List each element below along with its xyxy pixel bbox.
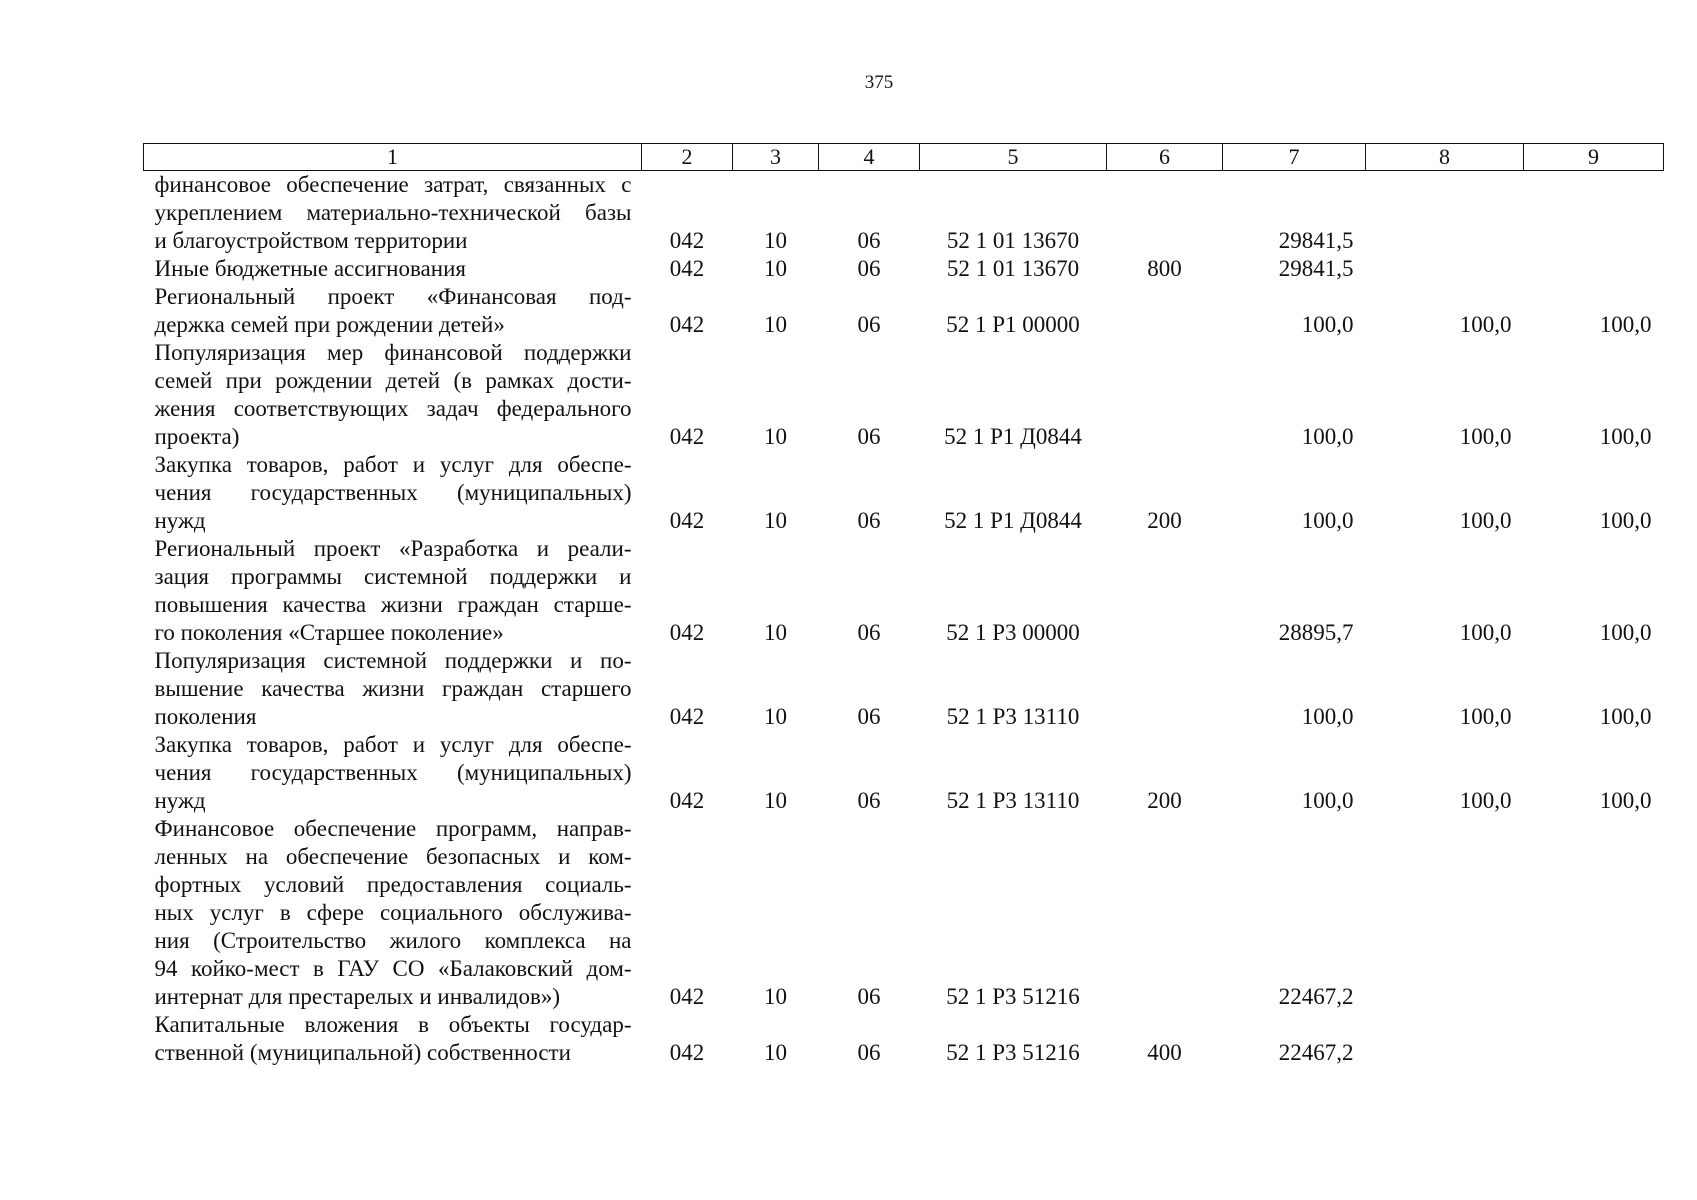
code-ministry-cell: 042 <box>669 620 705 645</box>
column-header-2: 2 <box>642 144 733 171</box>
amount-col8-cell <box>1366 1011 1524 1067</box>
target-article-cell: 52 1 P1 Д0844 <box>944 508 1082 533</box>
expense-type-cell <box>1107 171 1223 256</box>
column-header-1: 1 <box>144 144 642 171</box>
section-cell: 10 <box>764 788 787 813</box>
amount-col7-cell: 28895,7 <box>1278 620 1354 645</box>
item-name-line: нужд <box>154 508 206 533</box>
amount-col9-cell: 100,0 <box>1599 508 1652 533</box>
item-name-line: Закупка товаров, работ и услуг для обеспе- <box>154 732 632 757</box>
item-name-line: Капитальные вложения в объекты государ- <box>154 1012 632 1037</box>
amount-col9-cell: 100,0 <box>1599 620 1652 645</box>
subsection-cell: 06 <box>857 704 881 729</box>
item-name-line: го поколения «Старшее поколение» <box>154 620 504 645</box>
table-row <box>144 1011 1664 1067</box>
item-name-cell <box>144 339 642 451</box>
code-ministry-cell: 042 <box>669 788 705 813</box>
column-header-6: 6 <box>1107 144 1223 171</box>
expense-type-cell: 200 <box>1147 788 1182 813</box>
item-name-line: ных услуг в сфере социального обслужива- <box>154 900 632 925</box>
item-name-line: ния (Строительство жилого комплекса на <box>154 928 632 953</box>
section-cell: 10 <box>764 508 787 533</box>
code-ministry-cell: 042 <box>669 312 705 337</box>
item-name-line: проекта) <box>154 424 240 449</box>
target-article-cell: 52 1 P1 00000 <box>946 312 1080 337</box>
item-name-line: вышение качества жизни граждан старшего <box>154 676 632 701</box>
table-row <box>144 731 1664 815</box>
item-name-line: зация программы системной поддержки и <box>154 564 632 589</box>
amount-col7-cell: 100,0 <box>1301 312 1354 337</box>
expense-type-cell <box>1107 339 1223 451</box>
page-number: 375 <box>864 72 894 93</box>
item-name-line: жения соответствующих задач федерального <box>154 396 632 421</box>
code-ministry-cell: 042 <box>669 228 705 253</box>
code-ministry-cell: 042 <box>669 1040 705 1065</box>
amount-col8-cell: 100,0 <box>1459 312 1512 337</box>
item-name-line: 94 койко-мест в ГАУ СО «Балаковский дом- <box>154 956 632 981</box>
item-name-line: интернат для престарелых и инвалидов») <box>154 984 560 1009</box>
subsection-cell: 06 <box>857 620 881 645</box>
item-name-cell <box>144 535 642 647</box>
target-article-cell: 52 1 P3 51216 <box>946 984 1080 1009</box>
amount-col9-cell <box>1524 1011 1664 1067</box>
expense-type-cell: 800 <box>1147 256 1182 281</box>
section-cell: 10 <box>764 620 787 645</box>
section-cell: 10 <box>764 256 787 281</box>
item-name-line: чения государственных (муниципальных) <box>154 760 632 785</box>
expense-type-cell <box>1107 535 1223 647</box>
amount-col7-cell: 100,0 <box>1301 508 1354 533</box>
code-ministry-cell: 042 <box>669 704 705 729</box>
section-cell: 10 <box>764 424 787 449</box>
table-row <box>144 451 1664 535</box>
amount-col9-cell: 100,0 <box>1599 312 1652 337</box>
amount-col9-cell <box>1524 815 1664 1011</box>
section-cell: 10 <box>764 704 787 729</box>
section-cell: 10 <box>764 1040 787 1065</box>
table-body <box>144 171 1664 1068</box>
column-header-7: 7 <box>1223 144 1366 171</box>
expense-type-cell: 200 <box>1147 508 1182 533</box>
amount-col9-cell: 100,0 <box>1599 788 1652 813</box>
item-name-line: повышения качества жизни граждан старше- <box>154 592 632 617</box>
expense-type-cell: 400 <box>1147 1040 1182 1065</box>
item-name-cell <box>144 1011 642 1067</box>
target-article-cell: 52 1 P3 13110 <box>946 788 1080 813</box>
item-name-line: поколения <box>154 704 257 729</box>
item-name-cell <box>144 647 642 731</box>
item-name-line: Региональный проект «Финансовая под- <box>154 284 632 309</box>
target-article-cell: 52 1 01 13670 <box>946 256 1080 281</box>
table-row <box>144 283 1664 339</box>
subsection-cell: 06 <box>857 1040 881 1065</box>
target-article-cell: 52 1 P3 13110 <box>946 704 1080 729</box>
table-row <box>144 255 1664 283</box>
amount-col8-cell: 100,0 <box>1459 704 1512 729</box>
amount-col8-cell: 100,0 <box>1459 620 1512 645</box>
item-name-line: Иные бюджетные ассигнования <box>154 256 466 281</box>
budget-table-container <box>143 143 1663 1067</box>
item-name-cell <box>144 451 642 535</box>
subsection-cell: 06 <box>857 508 881 533</box>
column-header-5: 5 <box>920 144 1107 171</box>
expense-type-cell <box>1107 647 1223 731</box>
amount-col7-cell: 100,0 <box>1301 424 1354 449</box>
amount-col7-cell: 22467,2 <box>1278 1040 1354 1065</box>
table-row <box>144 815 1664 1011</box>
amount-col8-cell <box>1366 171 1524 256</box>
amount-col9-cell <box>1524 171 1664 256</box>
item-name-cell <box>144 171 642 256</box>
budget-table <box>143 143 1664 1067</box>
amount-col7-cell: 29841,5 <box>1278 256 1354 281</box>
item-name-line: нужд <box>154 788 206 813</box>
code-ministry-cell: 042 <box>669 424 705 449</box>
target-article-cell: 52 1 P1 Д0844 <box>944 424 1082 449</box>
item-name-line: Региональный проект «Разработка и реали- <box>154 536 632 561</box>
item-name-cell <box>144 815 642 1011</box>
item-name-line: Финансовое обеспечение программ, направ- <box>154 816 632 841</box>
item-name-cell <box>144 731 642 815</box>
amount-col7-cell: 100,0 <box>1301 704 1354 729</box>
amount-col8-cell <box>1366 255 1524 283</box>
amount-col9-cell: 100,0 <box>1599 704 1652 729</box>
item-name-line: Популяризация системной поддержки и по- <box>154 648 632 673</box>
item-name-line: семей при рождении детей (в рамках дости- <box>154 368 632 393</box>
amount-col7-cell: 29841,5 <box>1278 228 1354 253</box>
header-row <box>144 144 1664 171</box>
item-name-line: ленных на обеспечение безопасных и ком- <box>154 844 632 869</box>
target-article-cell: 52 1 P3 51216 <box>946 1040 1080 1065</box>
item-name-line: Популяризация мер финансовой поддержки <box>154 340 632 365</box>
table-row <box>144 647 1664 731</box>
subsection-cell: 06 <box>857 228 881 253</box>
column-header-3: 3 <box>733 144 819 171</box>
section-cell: 10 <box>764 984 787 1009</box>
subsection-cell: 06 <box>857 256 881 281</box>
subsection-cell: 06 <box>857 984 881 1009</box>
column-header-8: 8 <box>1366 144 1524 171</box>
table-row <box>144 535 1664 647</box>
item-name-line: и благоустройством территории <box>154 228 468 253</box>
item-name-line: чения государственных (муниципальных) <box>154 480 632 505</box>
amount-col9-cell <box>1524 255 1664 283</box>
table-row <box>144 339 1664 451</box>
target-article-cell: 52 1 01 13670 <box>946 228 1080 253</box>
section-cell: 10 <box>764 228 787 253</box>
item-name-line: фортных условий предоставления социаль- <box>154 872 632 897</box>
amount-col8-cell: 100,0 <box>1459 508 1512 533</box>
amount-col7-cell: 22467,2 <box>1278 984 1354 1009</box>
expense-type-cell <box>1107 283 1223 339</box>
column-header-9: 9 <box>1524 144 1664 171</box>
code-ministry-cell: 042 <box>669 508 705 533</box>
amount-col8-cell: 100,0 <box>1459 788 1512 813</box>
item-name-cell <box>144 283 642 339</box>
item-name-line: Закупка товаров, работ и услуг для обеспе- <box>154 452 632 477</box>
subsection-cell: 06 <box>857 312 881 337</box>
amount-col8-cell <box>1366 815 1524 1011</box>
item-name-cell <box>144 255 642 283</box>
subsection-cell: 06 <box>857 788 881 813</box>
section-cell: 10 <box>764 312 787 337</box>
table-row <box>144 171 1664 256</box>
subsection-cell: 06 <box>857 424 881 449</box>
item-name-line: ственной (муниципальной) собственности <box>154 1040 571 1065</box>
code-ministry-cell: 042 <box>669 984 705 1009</box>
target-article-cell: 52 1 P3 00000 <box>946 620 1080 645</box>
amount-col9-cell: 100,0 <box>1599 424 1652 449</box>
item-name-line: финансовое обеспечение затрат, связанных с <box>154 172 632 197</box>
expense-type-cell <box>1107 815 1223 1011</box>
code-ministry-cell: 042 <box>669 256 705 281</box>
item-name-line: укреплением материально-технической базы <box>154 200 632 225</box>
amount-col7-cell: 100,0 <box>1301 788 1354 813</box>
item-name-line: держка семей при рождении детей» <box>154 312 505 337</box>
column-header-4: 4 <box>819 144 920 171</box>
amount-col8-cell: 100,0 <box>1459 424 1512 449</box>
table-header <box>144 144 1664 171</box>
